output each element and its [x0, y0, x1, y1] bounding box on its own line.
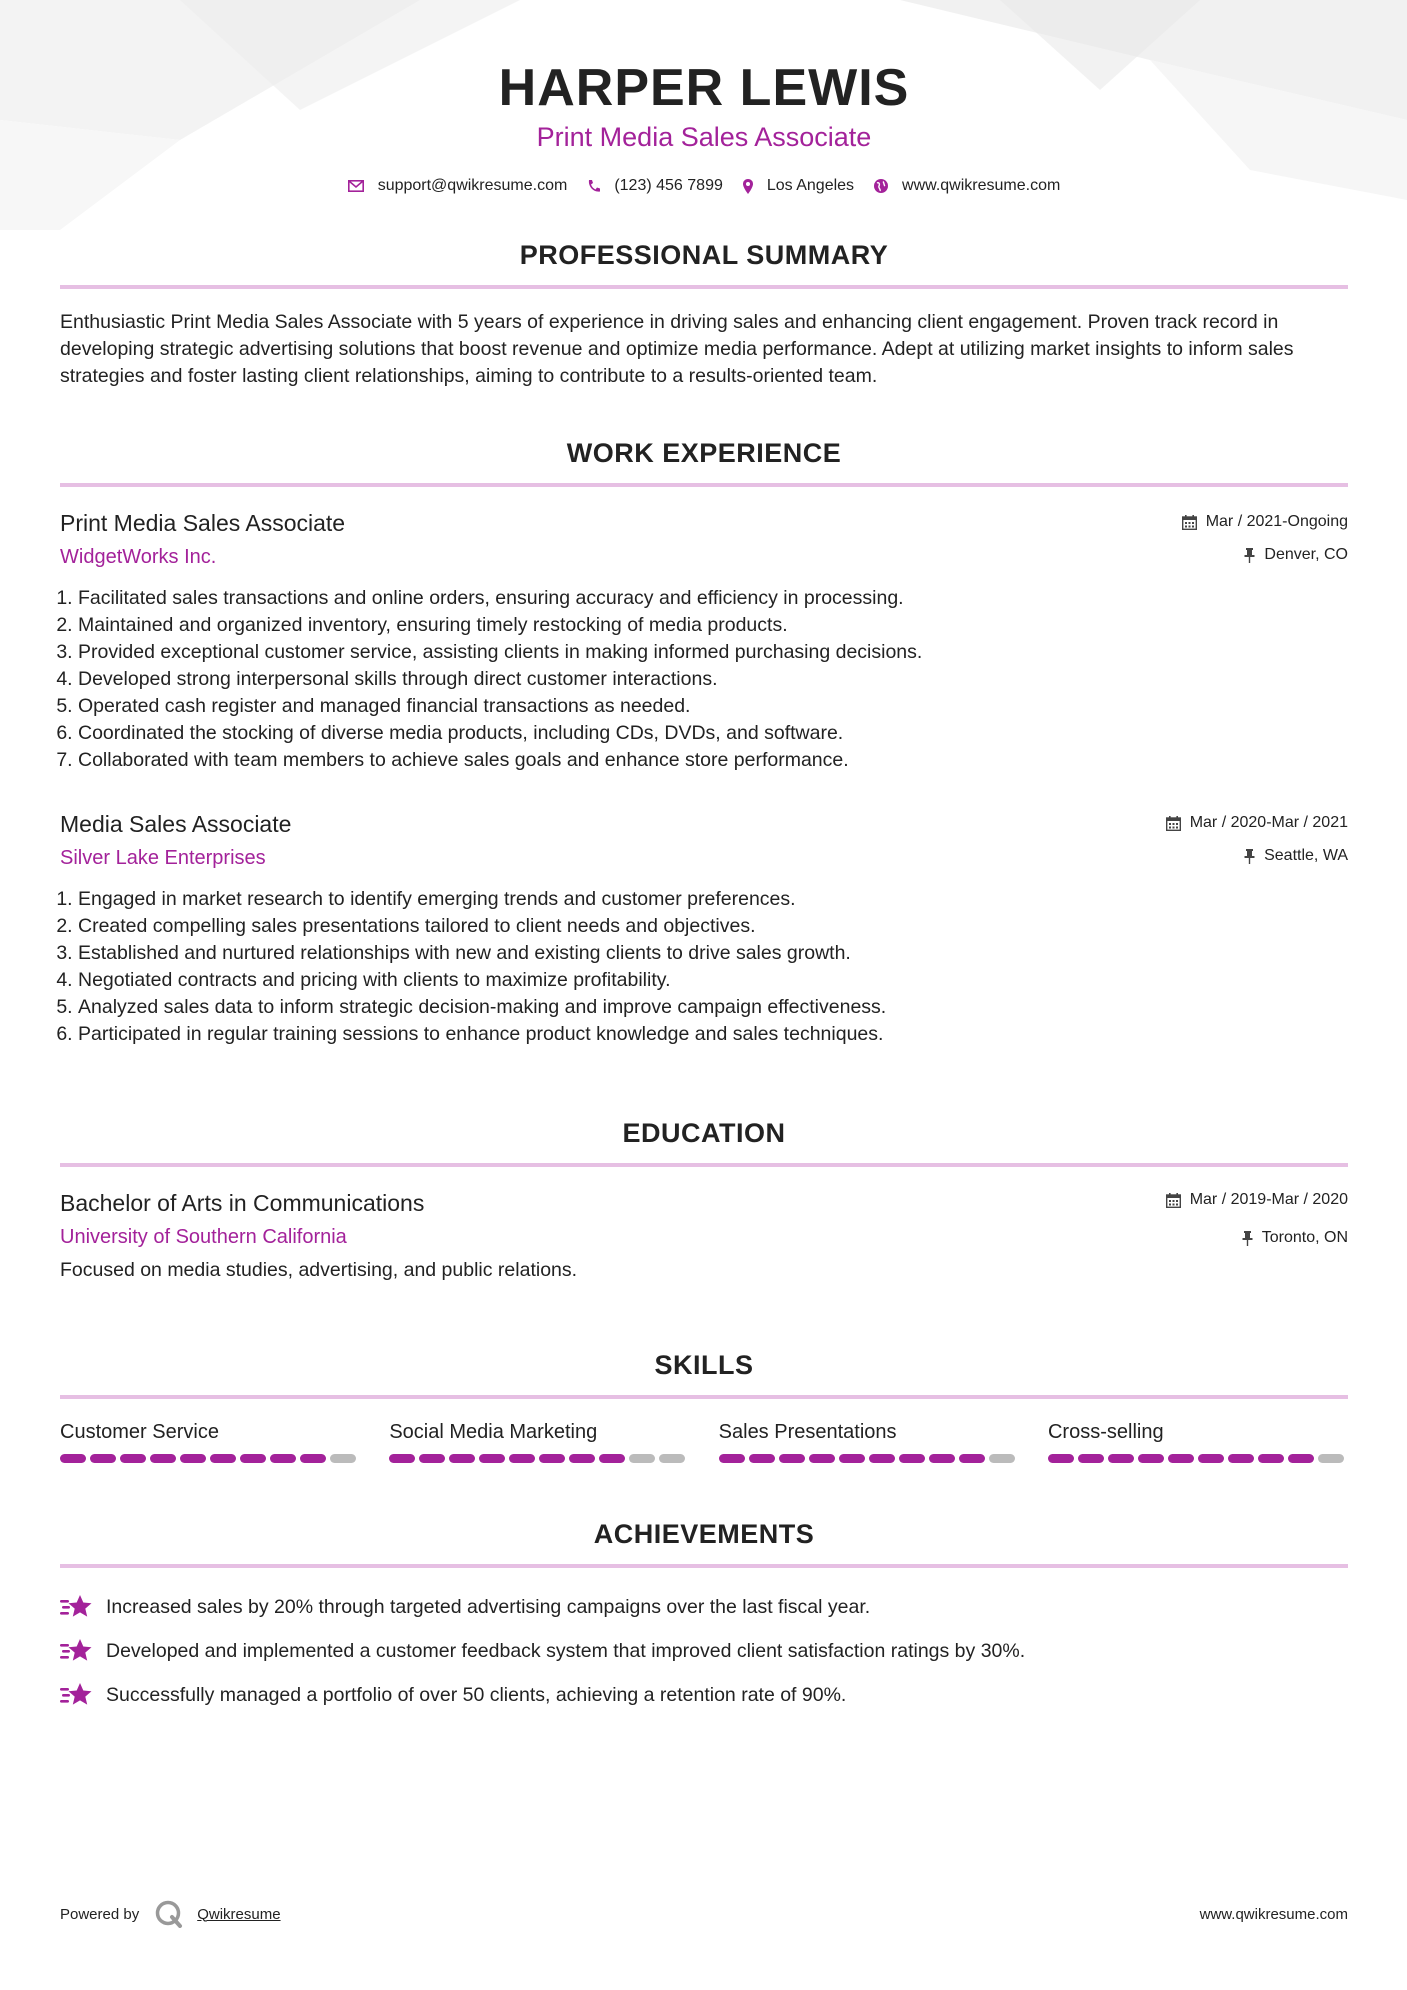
achievement-text: Developed and implemented a customer feedback system that improved client satisfaction ratings by 30%. — [106, 1639, 1026, 1662]
education-location — [1166, 1227, 1348, 1249]
experience-section — [60, 436, 1348, 487]
skill-name: Cross-selling — [1047, 1421, 1164, 1443]
education-section — [60, 1116, 1348, 1167]
skill-segment-filled — [60, 1454, 86, 1463]
calendar-icon — [1166, 1193, 1181, 1208]
skill-segment-filled — [1168, 1454, 1194, 1463]
skill-segment-filled — [899, 1454, 925, 1463]
degree-title: Bachelor of Arts in Communications — [60, 1190, 425, 1216]
skill-segment-filled — [779, 1454, 805, 1463]
job-meta — [1182, 511, 1348, 566]
skill-segment-filled — [180, 1454, 206, 1463]
skills-list — [60, 1418, 1348, 1463]
achievements-heading: ACHIEVEMENTS — [593, 1519, 815, 1549]
list-item: 2. Maintained and organized inventory, ensuring timely restocking of media products. — [78, 612, 1348, 639]
skill-segment-filled — [449, 1454, 475, 1463]
skill-segment-filled — [240, 1454, 266, 1463]
powered-by-label: Powered by — [60, 1905, 140, 1923]
skill-segment-filled — [1138, 1454, 1164, 1463]
contact-email[interactable] — [348, 172, 568, 200]
skill-level-bar — [60, 1454, 360, 1463]
skill-segment-filled — [120, 1454, 146, 1463]
skill-segment-filled — [539, 1454, 565, 1463]
job-entry — [60, 508, 1348, 774]
skill-segment-filled — [1258, 1454, 1284, 1463]
skill-segment-filled — [809, 1454, 835, 1463]
skill-name: Customer Service — [60, 1421, 219, 1443]
achievement-item — [60, 1673, 1348, 1717]
education-description: Focused on media studies, advertising, and public relations. — [60, 1259, 578, 1281]
experience-heading: WORK EXPERIENCE — [566, 438, 842, 468]
qwikresume-logo-icon — [155, 1900, 183, 1928]
location-text: Denver, CO — [1264, 546, 1348, 563]
skill-segment-filled — [599, 1454, 625, 1463]
skill-segment-filled — [509, 1454, 535, 1463]
skill-segment-filled — [929, 1454, 955, 1463]
job-title: Print Media Sales Associate — [60, 510, 346, 536]
job-dates — [1182, 511, 1348, 533]
section-divider — [60, 285, 1348, 289]
pushpin-icon — [1244, 849, 1255, 864]
star-icon — [60, 1682, 94, 1708]
list-item: 4. Negotiated contracts and pricing with clients to maximize profitability. — [78, 967, 1348, 994]
skill-level-bar — [719, 1454, 1019, 1463]
star-icon — [60, 1638, 94, 1664]
job-title: Media Sales Associate — [60, 811, 292, 837]
skill-segment-filled — [1198, 1454, 1224, 1463]
job-entry — [60, 809, 1348, 1048]
skill-name: Social Media Marketing — [389, 1421, 598, 1443]
company-name: Silver Lake Enterprises — [60, 847, 266, 869]
list-item: 6. Participated in regular training sessions to enhance product knowledge and sales techniques. — [78, 1021, 1348, 1048]
contact-website[interactable] — [874, 172, 1060, 200]
list-item: 5. Operated cash register and managed financial transactions as needed. — [78, 693, 1348, 720]
globe-icon — [874, 179, 888, 193]
pushpin-icon — [1242, 1231, 1253, 1246]
star-icon — [60, 1594, 94, 1620]
section-divider — [60, 1163, 1348, 1167]
job-location — [1166, 845, 1348, 867]
contact-phone[interactable] — [587, 172, 723, 200]
skill-segment-filled — [839, 1454, 865, 1463]
list-item: 5. Analyzed sales data to inform strategic decision-making and improve campaign effectiveness. — [78, 994, 1348, 1021]
skill-segment-filled — [719, 1454, 745, 1463]
contact-bar — [60, 172, 1348, 200]
achievements-section — [60, 1517, 1348, 1568]
skill-segment-filled — [270, 1454, 296, 1463]
pushpin-icon — [1244, 548, 1255, 563]
skill-segment-filled — [210, 1454, 236, 1463]
list-item: 1. Facilitated sales transactions and online orders, ensuring accuracy and efficiency in processing. — [78, 585, 1348, 612]
education-entry — [60, 1188, 1348, 1284]
skill-segment-empty — [659, 1454, 685, 1463]
skill-segment-filled — [419, 1454, 445, 1463]
skill-segment-filled — [150, 1454, 176, 1463]
calendar-icon — [1166, 816, 1181, 831]
section-divider — [60, 1395, 1348, 1399]
school-name: University of Southern California — [60, 1226, 347, 1248]
envelope-icon — [348, 180, 364, 192]
section-divider — [60, 1564, 1348, 1568]
dates-text: Mar / 2020-Mar / 2021 — [1189, 814, 1348, 831]
footer-website[interactable]: www.qwikresume.com — [1199, 1905, 1348, 1923]
website-text: www.qwikresume.com — [902, 177, 1061, 194]
job-meta — [1166, 812, 1348, 867]
education-dates — [1166, 1189, 1348, 1211]
achievements-list — [60, 1585, 1348, 1717]
skills-section — [60, 1348, 1348, 1399]
achievement-text: Increased sales by 20% through targeted advertising campaigns over the last fiscal year. — [106, 1595, 871, 1618]
job-bullets — [60, 585, 1348, 774]
skill-item — [389, 1418, 689, 1463]
skill-item — [1048, 1418, 1348, 1463]
job-location — [1182, 544, 1348, 566]
achievement-text: Successfully managed a portfolio of over 50 clients, achieving a retention rate of 90%. — [106, 1683, 847, 1706]
list-item: 1. Engaged in market research to identify emerging trends and customer preferences. — [78, 886, 1348, 913]
skill-segment-filled — [90, 1454, 116, 1463]
skill-segment-filled — [300, 1454, 326, 1463]
skill-segment-filled — [869, 1454, 895, 1463]
summary-text: Enthusiastic Print Media Sales Associate with 5 years of experience in driving sales and enhancing client engagement. Proven track record in developing strategic advertising solutions that boost revenue and optimize media performance. Adept at utilizing market insights to inform sales strategies and foster lasting client relationships, aiming to contribute to a results-oriented team. — [60, 311, 1294, 387]
skill-segment-filled — [1048, 1454, 1074, 1463]
education-heading: EDUCATION — [622, 1118, 786, 1148]
candidate-name: HARPER LEWIS — [498, 59, 910, 117]
skill-segment-empty — [629, 1454, 655, 1463]
company-name: WidgetWorks Inc. — [60, 546, 217, 568]
footer — [60, 1900, 1348, 1928]
list-item: 4. Developed strong interpersonal skills through direct customer interactions. — [78, 666, 1348, 693]
skill-segment-empty — [989, 1454, 1015, 1463]
contact-location — [743, 172, 854, 200]
skill-level-bar — [1048, 1454, 1348, 1463]
skill-segment-filled — [749, 1454, 775, 1463]
job-dates — [1166, 812, 1348, 834]
summary-heading: PROFESSIONAL SUMMARY — [519, 240, 889, 270]
dates-text: Mar / 2021-Ongoing — [1205, 513, 1348, 530]
skill-segment-filled — [959, 1454, 985, 1463]
skill-segment-filled — [479, 1454, 505, 1463]
location-text: Seattle, WA — [1264, 847, 1348, 864]
list-item: 6. Coordinated the stocking of diverse media products, including CDs, DVDs, and software. — [78, 720, 1348, 747]
skill-segment-empty — [330, 1454, 356, 1463]
qwikresume-link[interactable]: Qwikresume — [197, 1905, 281, 1923]
skill-name: Sales Presentations — [718, 1421, 897, 1443]
skill-segment-filled — [1288, 1454, 1314, 1463]
location-text: Los Angeles — [766, 177, 855, 194]
dates-text: Mar / 2019-Mar / 2020 — [1189, 1191, 1348, 1208]
skills-heading: SKILLS — [654, 1350, 754, 1380]
email-text: support@qwikresume.com — [377, 177, 568, 194]
skill-segment-filled — [1228, 1454, 1254, 1463]
location-text: Toronto, ON — [1261, 1229, 1348, 1246]
section-divider — [60, 483, 1348, 487]
job-bullets — [60, 886, 1348, 1048]
skill-segment-filled — [389, 1454, 415, 1463]
achievement-item — [60, 1585, 1348, 1629]
achievement-item — [60, 1629, 1348, 1673]
skill-level-bar — [389, 1454, 689, 1463]
list-item: 7. Collaborated with team members to achieve sales goals and enhance store performance. — [78, 747, 1348, 774]
skill-item — [60, 1418, 360, 1463]
education-meta — [1166, 1189, 1348, 1249]
list-item: 3. Provided exceptional customer service, assisting clients in making informed purchasing decisions. — [78, 639, 1348, 666]
skill-segment-filled — [1108, 1454, 1134, 1463]
summary-section — [60, 238, 1348, 390]
phone-icon — [587, 179, 600, 193]
skill-item — [719, 1418, 1019, 1463]
powered-by — [60, 1900, 281, 1928]
skill-segment-filled — [1078, 1454, 1104, 1463]
phone-text: (123) 456 7899 — [614, 177, 723, 194]
map-pin-icon — [743, 179, 753, 194]
skill-segment-empty — [1318, 1454, 1344, 1463]
skill-segment-filled — [569, 1454, 595, 1463]
list-item: 3. Established and nurtured relationships with new and existing clients to drive sales growth. — [78, 940, 1348, 967]
candidate-title: Print Media Sales Associate — [536, 122, 872, 152]
calendar-icon — [1182, 515, 1197, 530]
list-item: 2. Created compelling sales presentations tailored to client needs and objectives. — [78, 913, 1348, 940]
